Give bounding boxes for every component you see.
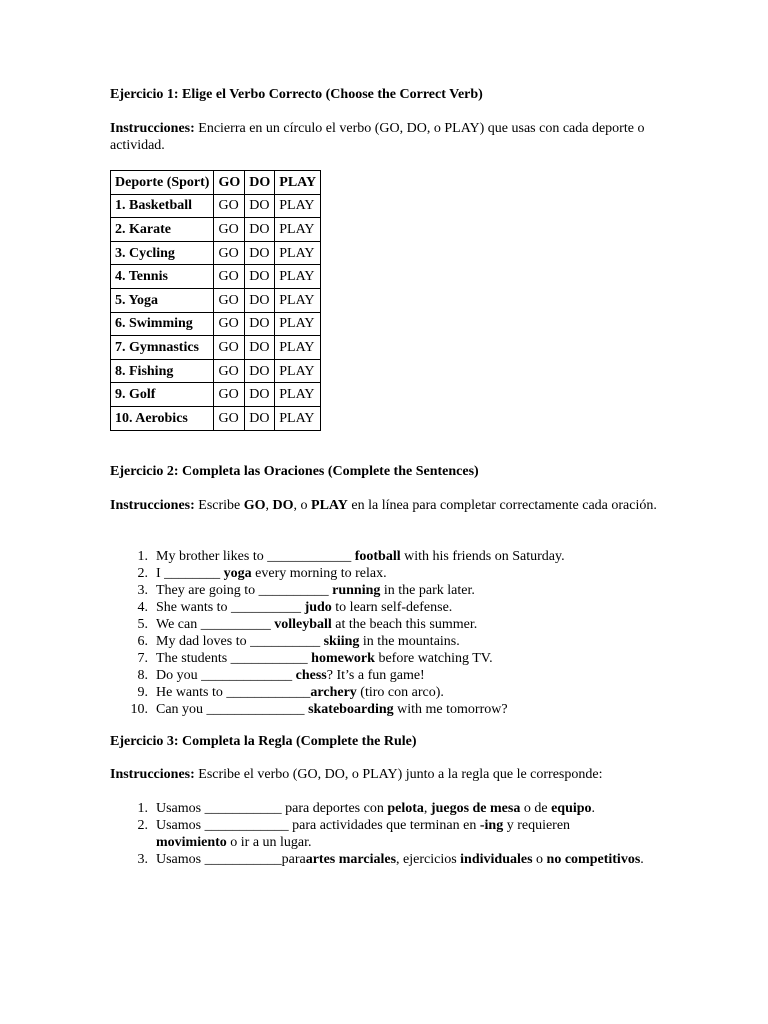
go-option[interactable]: GO [214, 312, 245, 336]
sentence-keyword: skateboarding [308, 702, 394, 717]
rule-keyword: artes marciales [305, 852, 397, 867]
sentence-rest: with his friends on Saturday. [404, 549, 565, 564]
list-item [110, 817, 670, 851]
sentence-rest: to learn self-defense. [335, 600, 453, 615]
ex2-heading-block [110, 463, 670, 480]
sport-cell: 7. Gymnastics [111, 336, 214, 360]
do-option[interactable]: DO [245, 265, 275, 289]
go-option[interactable]: GO [214, 406, 245, 430]
rule-text: , [423, 801, 428, 816]
sentence-rest: ? It’s a fun game! [326, 668, 425, 683]
table-row [111, 383, 321, 407]
sentence-blank[interactable]: I ________ [156, 566, 221, 581]
rule-blank[interactable]: Usamos ____________ para actividades que terminan en [156, 818, 477, 833]
sentence-keyword: chess [295, 668, 327, 683]
sentence-keyword: football [354, 549, 401, 564]
item-number: 3. [137, 583, 148, 598]
sentence-keyword: judo [304, 600, 332, 615]
item-number: 6. [137, 634, 148, 649]
sentence-rest: every morning to relax. [255, 566, 387, 581]
ex2-instr-label: Instrucciones: [110, 498, 195, 513]
ex2-separator: , o [293, 498, 308, 513]
do-option[interactable]: DO [245, 383, 275, 407]
do-option[interactable]: DO [245, 336, 275, 360]
play-option[interactable]: PLAY [275, 241, 321, 265]
item-number: 10. [130, 702, 148, 717]
table-row [111, 406, 321, 430]
item-number: 4. [137, 600, 148, 615]
col-header-do: DO [245, 171, 275, 195]
sentence-blank[interactable]: The students ___________ [156, 651, 308, 666]
ex2-instr-text: Escribe [198, 498, 241, 513]
sentence-rest: (tiro con arco). [360, 685, 444, 700]
do-option[interactable]: DO [245, 359, 275, 383]
go-option[interactable]: GO [214, 218, 245, 242]
sentence-rest: in the mountains. [362, 634, 460, 649]
sport-cell: 6. Swimming [111, 312, 214, 336]
ex3-rule-list [110, 800, 670, 868]
play-option[interactable]: PLAY [275, 288, 321, 312]
sport-cell: 3. Cycling [111, 241, 214, 265]
ex3-heading-block [110, 733, 670, 750]
ex2-instr-text: en la línea para completar correctamente cada oración. [351, 498, 657, 513]
item-number: 3. [137, 852, 148, 867]
ex1-heading-block [110, 86, 670, 103]
item-number: 1. [137, 801, 148, 816]
table-row [111, 359, 321, 383]
rule-keyword: -ing [479, 818, 504, 833]
ex2-separator: , [265, 498, 270, 513]
ex2-sentence-list [110, 548, 670, 718]
table-header-row [111, 171, 321, 195]
sentence-keyword: archery [310, 685, 357, 700]
ex2-title: Ejercicio 2: Completa las Oraciones (Complete the Sentences) [110, 464, 479, 479]
list-item [110, 701, 670, 718]
list-item [110, 582, 670, 599]
sentence-blank[interactable]: Can you ______________ [156, 702, 305, 717]
list-item [110, 565, 670, 582]
play-option[interactable]: PLAY [275, 218, 321, 242]
sport-cell: 2. Karate [111, 218, 214, 242]
do-option[interactable]: DO [245, 288, 275, 312]
col-header-sport: Deporte (Sport) [111, 171, 214, 195]
do-option[interactable]: DO [245, 406, 275, 430]
item-number: 2. [137, 818, 148, 833]
ex2-instructions [110, 497, 670, 514]
sentence-blank[interactable]: They are going to __________ [156, 583, 329, 598]
sports-verb-table [110, 170, 321, 431]
rule-keyword: juegos de mesa [430, 801, 521, 816]
list-item [110, 548, 670, 565]
ex3-instr-label: Instrucciones: [110, 767, 195, 782]
go-option[interactable]: GO [214, 359, 245, 383]
sport-cell: 8. Fishing [111, 359, 214, 383]
col-header-go: GO [214, 171, 245, 195]
col-header-play: PLAY [275, 171, 321, 195]
sentence-rest: before watching TV. [378, 651, 493, 666]
table-row [111, 241, 321, 265]
rule-text: y requieren [506, 818, 571, 833]
play-option[interactable]: PLAY [275, 359, 321, 383]
ex3-instructions [110, 766, 670, 783]
do-option[interactable]: DO [245, 241, 275, 265]
sport-cell: 4. Tennis [111, 265, 214, 289]
ex1-instr-label: Instrucciones: [110, 121, 195, 136]
sentence-rest: with me tomorrow? [397, 702, 508, 717]
rule-text: o de [523, 801, 548, 816]
sport-cell: 10. Aerobics [111, 406, 214, 430]
rule-keyword: equipo [551, 801, 592, 816]
rule-text: o [536, 852, 544, 867]
sentence-keyword: running [332, 583, 381, 598]
sentence-keyword: volleyball [274, 617, 332, 632]
list-item [110, 667, 670, 684]
list-item [110, 684, 670, 701]
list-item [110, 599, 670, 616]
rule-keyword: movimiento [156, 835, 227, 850]
list-item [110, 616, 670, 633]
ex1-instructions [110, 120, 670, 154]
go-option[interactable]: GO [214, 194, 245, 218]
go-option[interactable]: GO [214, 265, 245, 289]
play-option[interactable]: PLAY [275, 406, 321, 430]
play-option[interactable]: PLAY [275, 312, 321, 336]
item-number: 5. [137, 617, 148, 632]
sentence-rest: in the park later. [383, 583, 475, 598]
play-option[interactable]: PLAY [275, 265, 321, 289]
item-number: 7. [137, 651, 148, 666]
table-row [111, 312, 321, 336]
go-option[interactable]: GO [214, 383, 245, 407]
ex2-go-word: GO [243, 498, 266, 513]
ex3-instr-text: Escribe el verbo (GO, DO, o PLAY) junto a la regla que le corresponde: [198, 767, 603, 782]
sentence-blank[interactable]: She wants to __________ [156, 600, 302, 615]
table-row [111, 218, 321, 242]
rule-keyword: no competitivos [546, 852, 641, 867]
sentence-blank[interactable]: He wants to ____________ [156, 685, 311, 700]
rule-text: , ejercicios [396, 852, 457, 867]
rule-text: . [640, 852, 644, 867]
sport-cell: 1. Basketball [111, 194, 214, 218]
ex3-title: Ejercicio 3: Completa la Regla (Complete the Rule) [110, 734, 417, 749]
item-number: 8. [137, 668, 148, 683]
rule-blank[interactable]: Usamos ___________ para deportes con [156, 801, 384, 816]
ex2-do-word: DO [272, 498, 294, 513]
sentence-rest: at the beach this summer. [335, 617, 478, 632]
rule-blank[interactable]: Usamos ___________para [156, 852, 306, 867]
rule-text: . [591, 801, 596, 816]
sentence-blank[interactable]: My dad loves to __________ [156, 634, 321, 649]
table-row [111, 194, 321, 218]
play-option[interactable]: PLAY [275, 383, 321, 407]
ex1-instr-text: Encierra en un círculo el verbo (GO, DO, o PLAY) que usas con cada deporte o actividad. [110, 121, 645, 153]
sport-cell: 9. Golf [111, 383, 214, 407]
sentence-keyword: skiing [323, 634, 360, 649]
do-option[interactable]: DO [245, 218, 275, 242]
play-option[interactable]: PLAY [275, 194, 321, 218]
rule-keyword: pelota [387, 801, 424, 816]
go-option[interactable]: GO [214, 241, 245, 265]
sentence-keyword: yoga [223, 566, 252, 581]
table-row [111, 336, 321, 360]
table-row [111, 265, 321, 289]
do-option[interactable]: DO [245, 312, 275, 336]
item-number: 1. [137, 549, 148, 564]
ex2-play-word: PLAY [311, 498, 348, 513]
sport-cell: 5. Yoga [111, 288, 214, 312]
go-option[interactable]: GO [214, 336, 245, 360]
sentence-blank[interactable]: My brother likes to ____________ [156, 549, 352, 564]
rule-text: o ir a un lugar. [230, 835, 312, 850]
sentence-blank[interactable]: We can __________ [156, 617, 271, 632]
item-number: 2. [137, 566, 148, 581]
go-option[interactable]: GO [214, 288, 245, 312]
list-item [110, 851, 670, 868]
list-item [110, 650, 670, 667]
list-item [110, 800, 670, 817]
table-row [111, 288, 321, 312]
list-item [110, 633, 670, 650]
item-number: 9. [137, 685, 148, 700]
rule-keyword: individuales [460, 852, 533, 867]
ex1-title: Ejercicio 1: Elige el Verbo Correcto (Choose the Correct Verb) [110, 87, 483, 102]
sentence-keyword: homework [311, 651, 375, 666]
sentence-blank[interactable]: Do you _____________ [156, 668, 293, 683]
do-option[interactable]: DO [245, 194, 275, 218]
play-option[interactable]: PLAY [275, 336, 321, 360]
